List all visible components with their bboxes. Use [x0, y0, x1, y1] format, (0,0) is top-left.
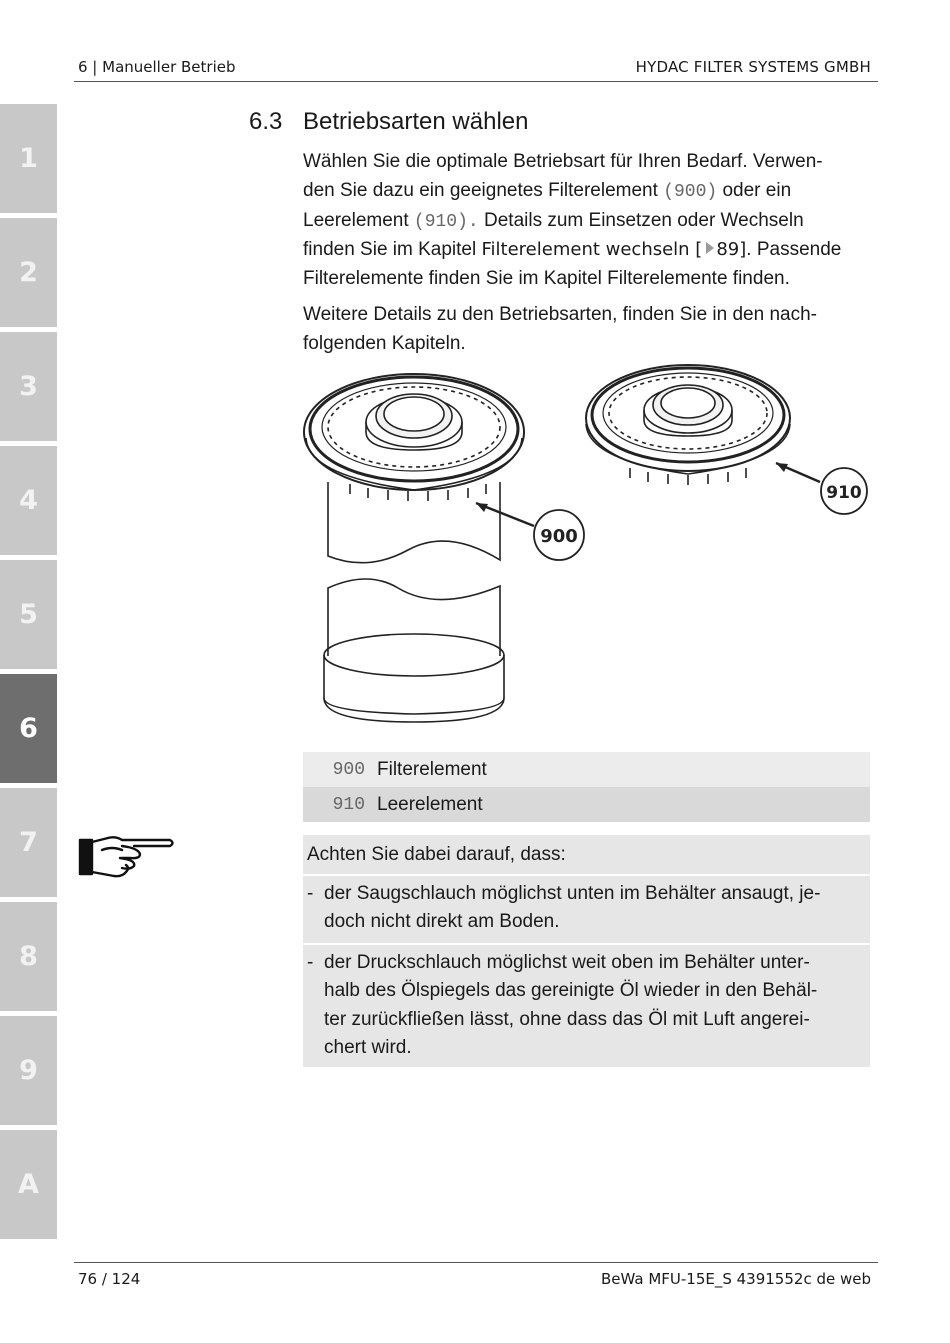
callout-900: 900 — [540, 526, 578, 547]
code-910: (910). — [413, 211, 479, 232]
section-number: 6.3 — [249, 108, 283, 135]
filter-element-illustration — [298, 360, 878, 745]
page-number: 76 / 124 — [78, 1270, 141, 1288]
section-title: Betriebsarten wählen — [303, 108, 529, 135]
code-900: (900) — [663, 181, 718, 202]
legend-row: 900 Filterelement — [303, 752, 870, 787]
chapter-tab-7[interactable]: 7 — [0, 788, 57, 897]
chapter-tab-4[interactable]: 4 — [0, 446, 57, 555]
header-company: HYDAC FILTER SYSTEMS GMBH — [635, 58, 871, 76]
figure-legend-table — [303, 752, 870, 822]
document-id: BeWa MFU-15E_S 4391552c de web — [600, 1270, 871, 1288]
note-list-item: - der Druckschlauch möglichst weit oben im Behälter unter- halb des Ölspiegels das gereinigte Öl wieder in den Behäl- ter zurückfließen lässt, ohne dass das Öl mit Luft angerei- chert wird. — [307, 951, 818, 1058]
chapter-tab-1[interactable]: 1 — [0, 104, 57, 213]
legend-row: 910 Leerelement — [303, 787, 870, 822]
chapter-tab-6[interactable]: 6 — [0, 674, 57, 783]
page-ref-arrow-icon — [706, 242, 714, 254]
callout-910: 910 — [826, 483, 862, 503]
xref-link-filterelement-wechseln[interactable]: Filterelement wechseln [ 89] — [481, 239, 747, 261]
chapter-tab-3[interactable]: 3 — [0, 332, 57, 441]
note-list-item: - der Saugschlauch möglichst unten im Behälter ansaugt, je- doch nicht direkt am Boden. — [303, 876, 870, 945]
pointing-hand-icon — [78, 832, 176, 880]
chapter-tab-2[interactable]: 2 — [0, 218, 57, 327]
chapter-tab-8[interactable]: 8 — [0, 902, 57, 1011]
chapter-tab-a[interactable]: A — [0, 1130, 57, 1239]
note-box — [303, 835, 870, 1067]
footer-divider — [74, 1262, 878, 1263]
details-paragraph: Weitere Details zu den Betriebsarten, finden Sie in den nach- folgenden Kapiteln. — [303, 304, 818, 354]
note-heading: Achten Sie dabei darauf, dass: — [303, 835, 870, 876]
header-divider — [74, 81, 878, 82]
chapter-tab-5[interactable]: 5 — [0, 560, 57, 669]
chapter-tab-9[interactable]: 9 — [0, 1016, 57, 1125]
intro-paragraph: Wählen Sie die optimale Betriebsart für Ihren Bedarf. Verwen- den Sie dazu ein geeignetes Filterelement (900) oder ein Leerelement (910). Details zum Einsetzen oder Wechseln finden Sie im Kapitel Filterelement wechseln [ 89]. Passende Filterelemente finden Sie im Kapitel Filterelemente finden. — [303, 151, 842, 290]
header-chapter: 6 | Manueller Betrieb — [78, 58, 236, 76]
